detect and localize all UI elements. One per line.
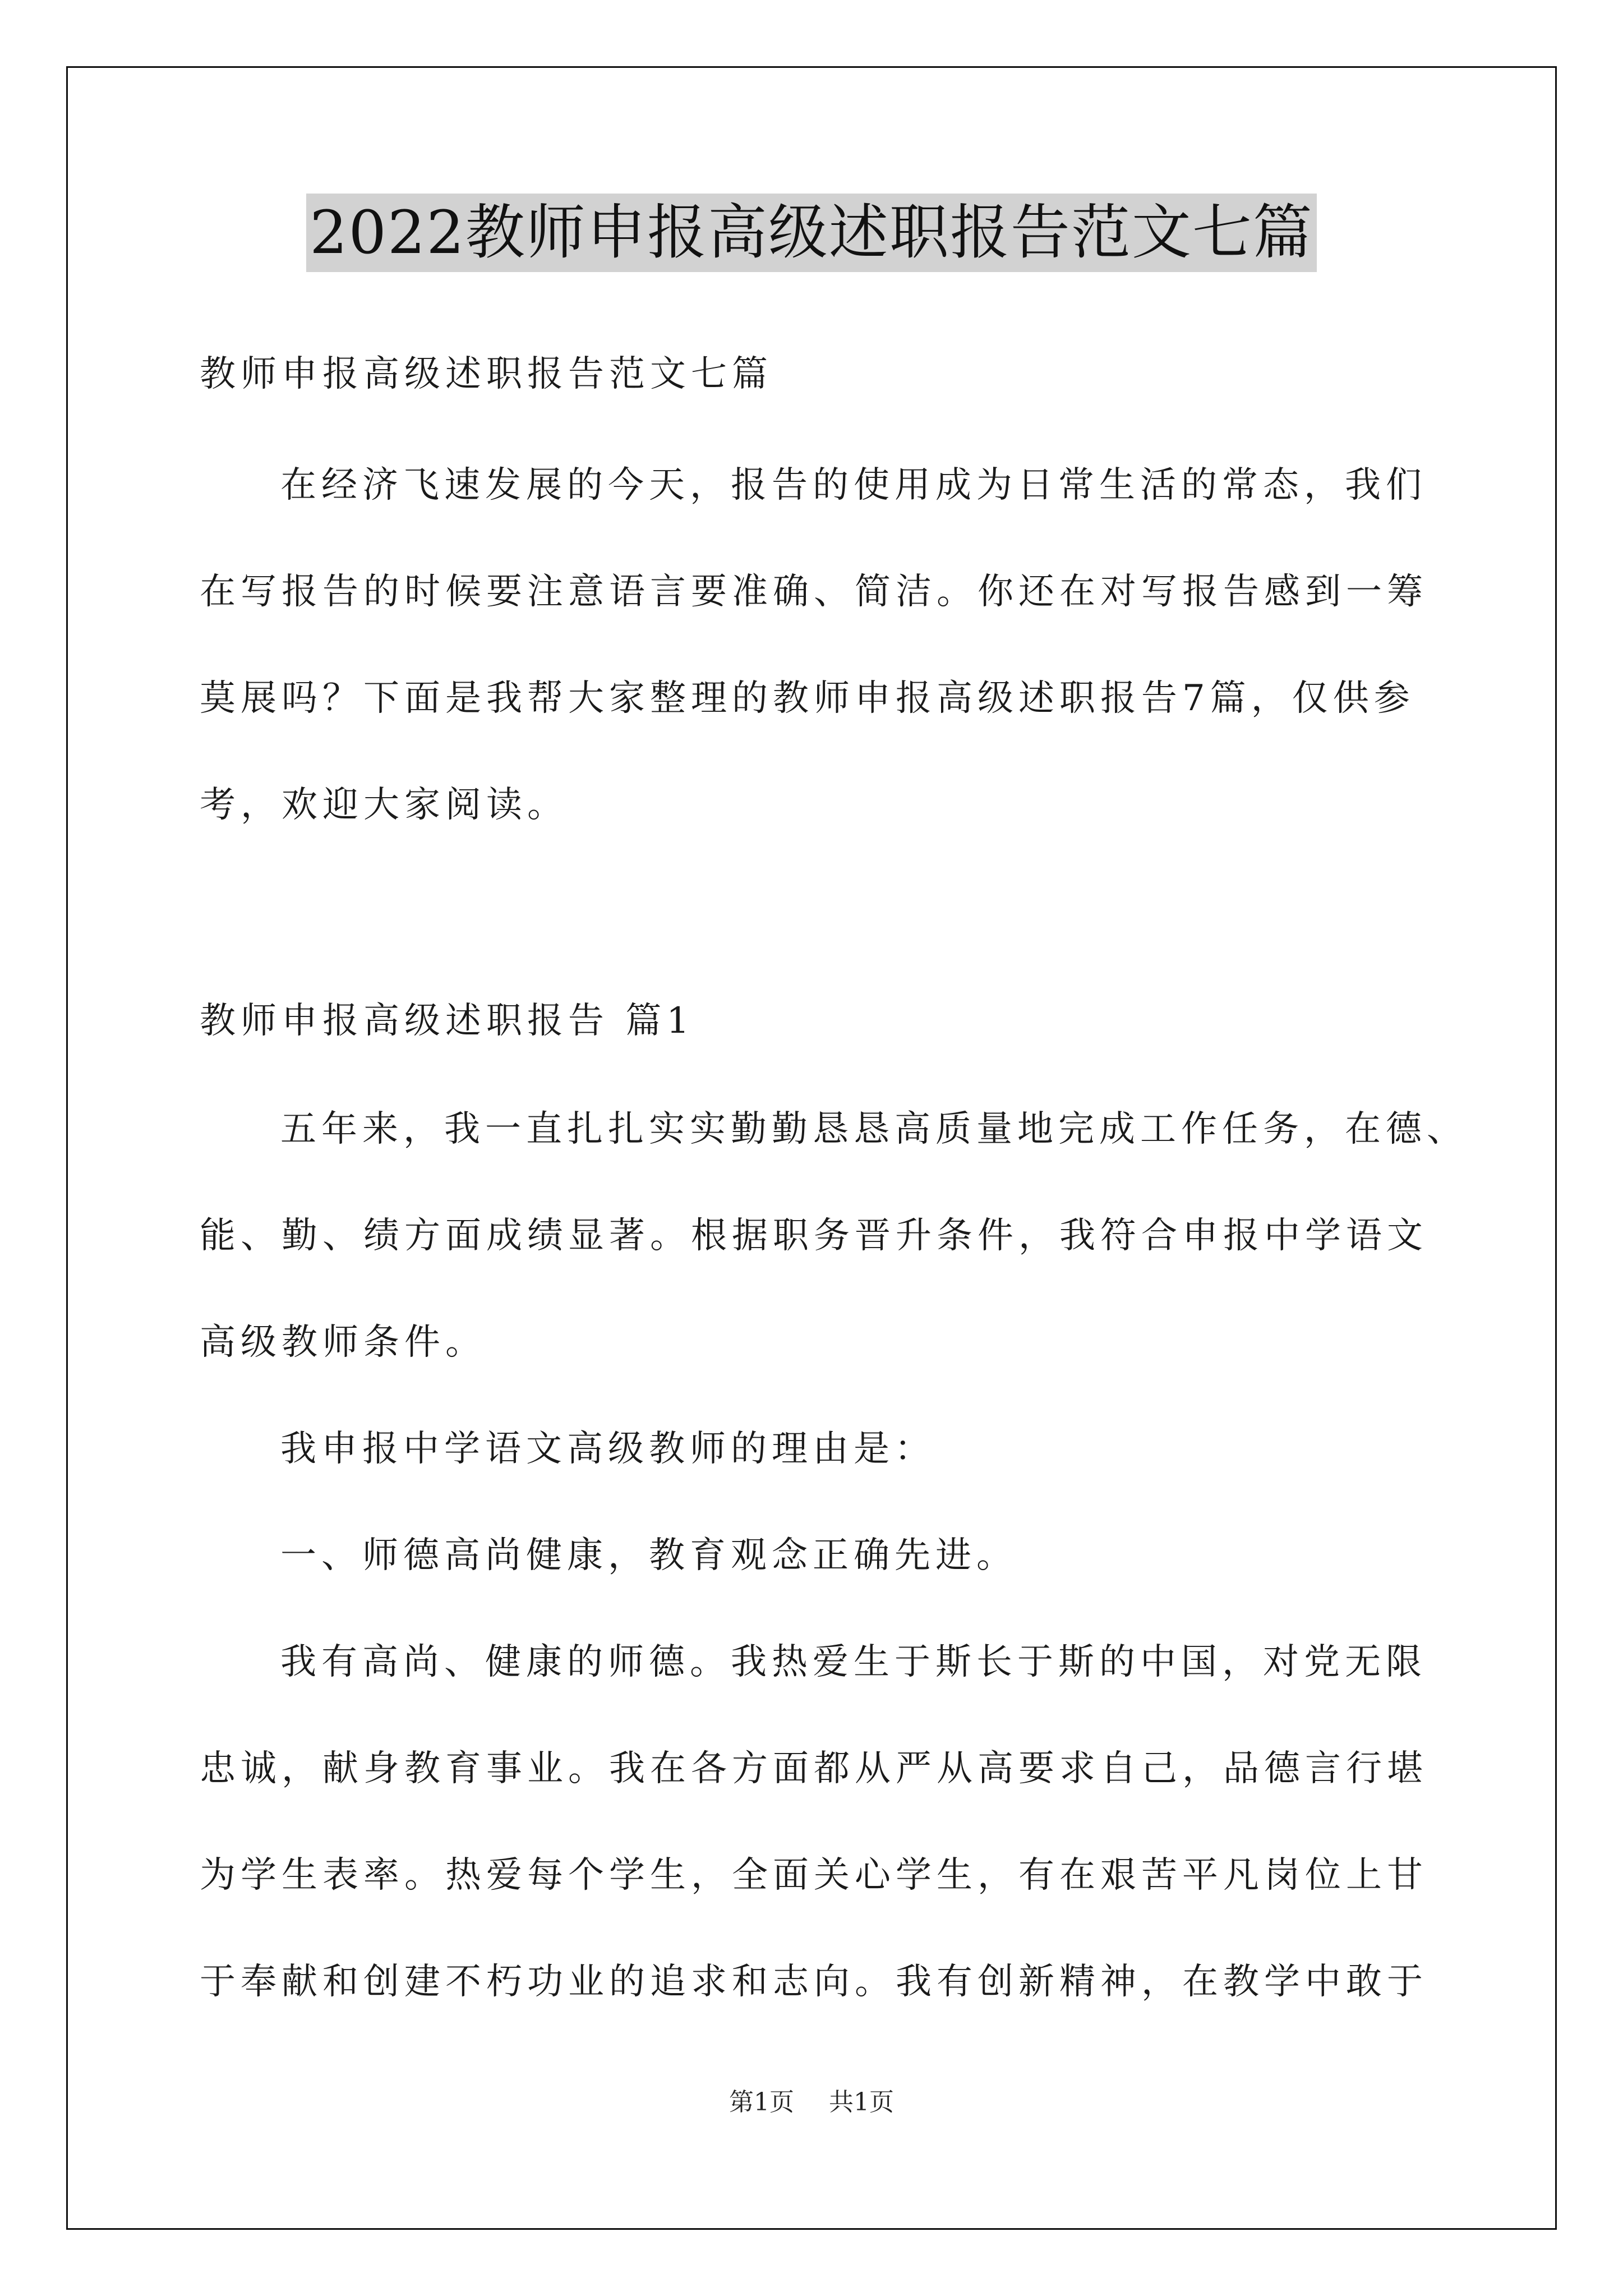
page-footer (0, 2086, 1623, 2119)
body-line: 考，欢迎大家阅读。 (200, 784, 568, 826)
document-title: 2022教师申报高级述职报告范文七篇 (306, 194, 1317, 272)
page-number: 第1页 (729, 2088, 794, 2116)
body-line: 为学生表率。热爱每个学生，全面关心学生，有在艰苦平凡岗位上甘 (200, 1855, 1428, 1896)
body-line: 我有高尚、健康的师德。我热爱生于斯长于斯的中国，对党无限 (280, 1641, 1427, 1683)
body-line: 在经济飞速发展的今天，报告的使用成为日常生活的常态，我们 (280, 464, 1427, 506)
body-line: 莫展吗？下面是我帮大家整理的教师申报高级述职报告7篇，仅供参 (200, 678, 1415, 719)
body-line: 忠诚，献身教育事业。我在各方面都从严从高要求自己，品德言行堪 (200, 1748, 1428, 1789)
body-line: 我申报中学语文高级教师的理由是： (280, 1428, 935, 1470)
page-total: 共1页 (829, 2088, 894, 2116)
document-subtitle: 教师申报高级述职报告范文七篇 (200, 353, 773, 395)
body-line: 能、勤、绩方面成绩显著。根据职务晋升条件，我符合申报中学语文 (200, 1215, 1428, 1257)
body-line: 一、师德高尚健康，教育观念正确先进。 (280, 1535, 1017, 1576)
body-line: 于奉献和创建不朽功业的追求和志向。我有创新精神，在教学中敢于 (200, 1961, 1428, 2003)
body-line: 五年来，我一直扎扎实实勤勤恳恳高质量地完成工作任务，在德、 (280, 1108, 1468, 1150)
title-container (0, 194, 1623, 272)
section-heading: 教师申报高级述职报告 篇1 (200, 1000, 695, 1042)
body-line: 高级教师条件。 (200, 1322, 486, 1363)
body-line: 在写报告的时候要注意语言要准确、简洁。你还在对写报告感到一筹 (200, 571, 1428, 613)
